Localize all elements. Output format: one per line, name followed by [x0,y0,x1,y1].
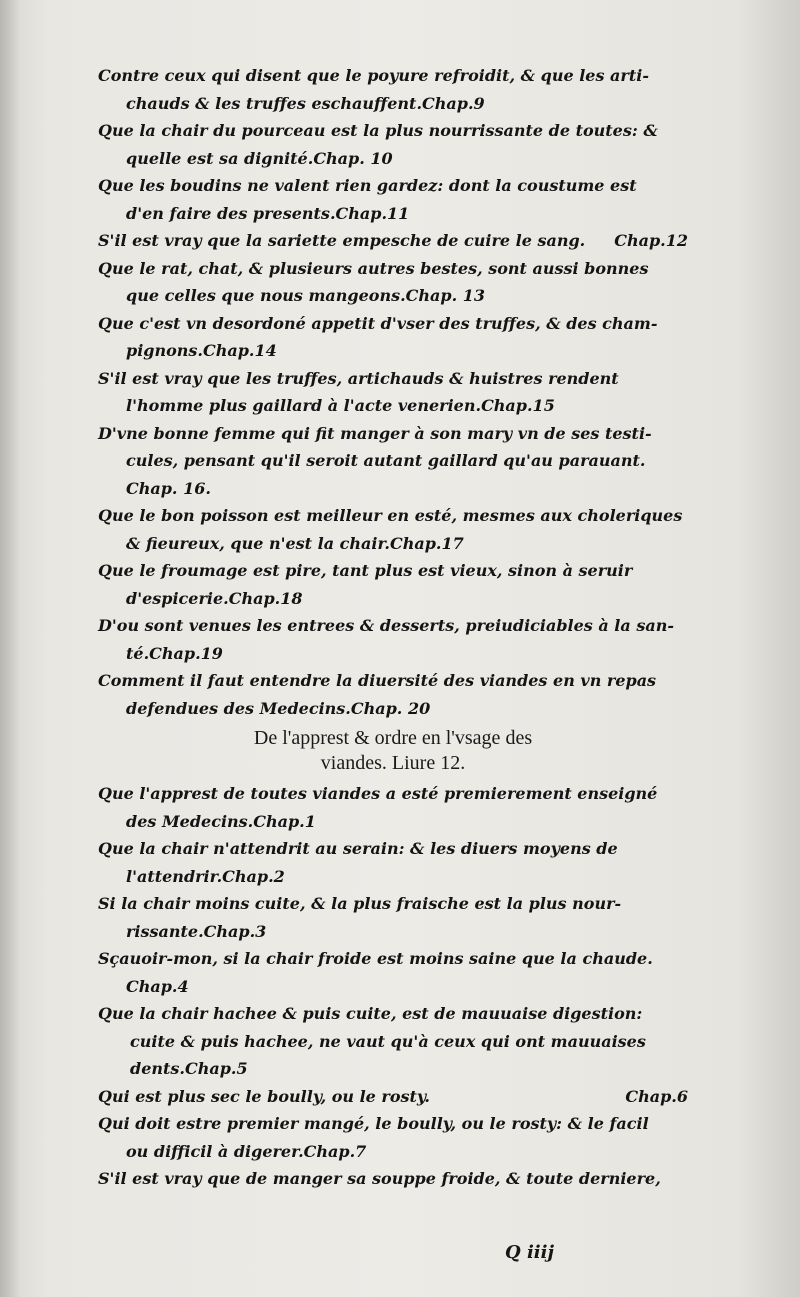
table-of-contents [98,62,688,1193]
toc-entry-l12-chap-3 [98,890,688,945]
book-heading [98,726,688,776]
entry-line: S'il est vray que la sariette empesche de cuire le sang. [98,231,586,250]
chapter-number: Chap.4 [126,976,189,996]
entry-line: Sçauoir-mon, si la chair froide est moins saine que la chaude. [98,949,653,968]
toc-entry-chap-15 [98,365,688,420]
chapter-number: Chap.9 [422,93,485,113]
toc-entry-l12-chap-5 [98,1000,688,1083]
entry-line: Que la chair du pourceau est la plus nourrissante de toutes: & [98,121,658,140]
chapter-number: Chap.17 [390,533,464,553]
entry-line: pignons. [126,341,203,360]
chapter-number: Chap.15 [481,396,555,415]
entry-line: & fieureux, que n'est la chair. [126,533,390,553]
entry-line: d'espicerie. [126,588,229,608]
chapter-number: Chap.19 [149,643,223,663]
entry-line: Si la chair moins cuite, & la plus fraische est la plus nour- [98,894,622,913]
entry-line: Contre ceux qui disent que le poyure refroidit, & que les arti- [98,66,649,85]
entry-line: Qui est plus sec le boully, ou le rosty. [98,1086,430,1106]
chapter-number: Chap.7 [303,1141,367,1161]
entry-line: d'en faire des presents. [126,203,336,223]
toc-entry-l12-chap-2 [98,835,688,890]
toc-entry-chap-12 [98,227,688,255]
chapter-number: Chap.18 [228,588,303,608]
toc-entry-chap-11 [98,172,688,227]
entry-line: quelle est sa dignité. [126,148,314,168]
entry-line: chauds & les truffes eschauffent. [126,93,423,113]
heading-line: De l'apprest & ordre en l'vsage des [253,727,533,749]
page-gutter-shadow [0,0,20,1297]
entry-line: Comment il faut entendre la diuersité des viandes en vn repas [98,671,657,690]
chapter-number: Chap.1 [253,811,316,831]
entry-line: Qui doit estre premier mangé, le boully, ou le rosty: & le facil [98,1114,649,1133]
toc-entry-l12-chap-4 [98,945,688,1000]
chapter-number: Chap.6 [625,1086,688,1106]
toc-entry-chap-10 [98,117,688,172]
toc-entry-l12-chap-8 [98,1165,688,1193]
chapter-number: Chap.11 [335,203,410,223]
toc-entry-l12-chap-6 [98,1083,688,1111]
chapter-number: Chap.12 [614,231,688,250]
toc-entry-chap-19 [98,612,688,667]
entry-line: l'homme plus gaillard à l'acte venerien. [126,396,482,415]
chapter-number: Chap. 20 [350,698,431,718]
chapter-number: Chap.2 [222,866,285,886]
entry-line: cuite & puis hachee, ne vaut qu'à ceux qui ont mauuaises [130,1031,646,1051]
toc-entry-chap-9 [98,62,688,117]
toc-entry-chap-17 [98,502,688,557]
entry-line: S'il est vray que les truffes, artichauds & huistres rendent [98,368,619,388]
toc-entry-l12-chap-1 [98,780,688,835]
toc-entry-chap-20 [98,667,688,722]
entry-line: Que la chair hachee & puis cuite, est de mauuaise digestion: [98,1004,643,1023]
toc-entry-l12-chap-7 [98,1110,688,1165]
chapter-number: Chap.3 [203,921,267,941]
toc-entry-chap-18 [98,557,688,612]
entry-line: que celles que nous mangeons. [126,286,406,305]
signature-mark: Q iiij [505,1242,554,1263]
chapter-number: Chap.14 [202,341,277,360]
chapter-number: Chap.5 [184,1059,248,1078]
entry-line: Que le rat, chat, & plusieurs autres bestes, sont aussi bonnes [98,258,649,278]
entry-line: Que les boudins ne valent rien gardez: dont la coustume est [98,176,637,195]
entry-line: D'ou sont venues les entrees & desserts, preiudiciables à la san- [98,616,674,635]
entry-line: D'vne bonne femme qui fit manger à son mary vn de ses testi- [98,423,652,443]
entry-line: Que la chair n'attendrit au serain: & les diuers moyens de [98,839,618,858]
entry-line: té. [126,643,150,663]
entry-line: Que le froumage est pire, tant plus est vieux, sinon à seruir [98,561,633,580]
entry-line: ou difficil à digerer. [126,1141,304,1161]
entry-line: cules, pensant qu'il seroit autant gaillard qu'au parauant. [126,451,646,470]
entry-line: Que l'apprest de toutes viandes a esté premierement enseigné [98,784,658,803]
entry-line: des Medecins. [126,811,254,831]
entry-line: defendues des Medecins. [126,698,351,718]
chapter-number: Chap. 10 [313,148,393,168]
toc-entry-chap-16 [98,420,688,503]
toc-entry-chap-14 [98,310,688,365]
chapter-number: Chap. 13 [405,286,485,305]
chapter-number: Chap. 16. [126,478,211,498]
heading-line: viandes. Liure 12. [320,752,466,774]
entry-line: S'il est vray que de manger sa souppe froide, & toute derniere, [98,1169,661,1188]
toc-entry-chap-13 [98,255,688,310]
entry-line: Que c'est vn desordoné appetit d'vser des truffes, & des cham- [98,313,658,333]
entry-line: l'attendrir. [126,866,223,886]
entry-line: dents. [130,1059,185,1078]
entry-line: Que le bon poisson est meilleur en esté, mesmes aux choleriques [98,506,683,525]
entry-line: rissante. [126,921,204,941]
